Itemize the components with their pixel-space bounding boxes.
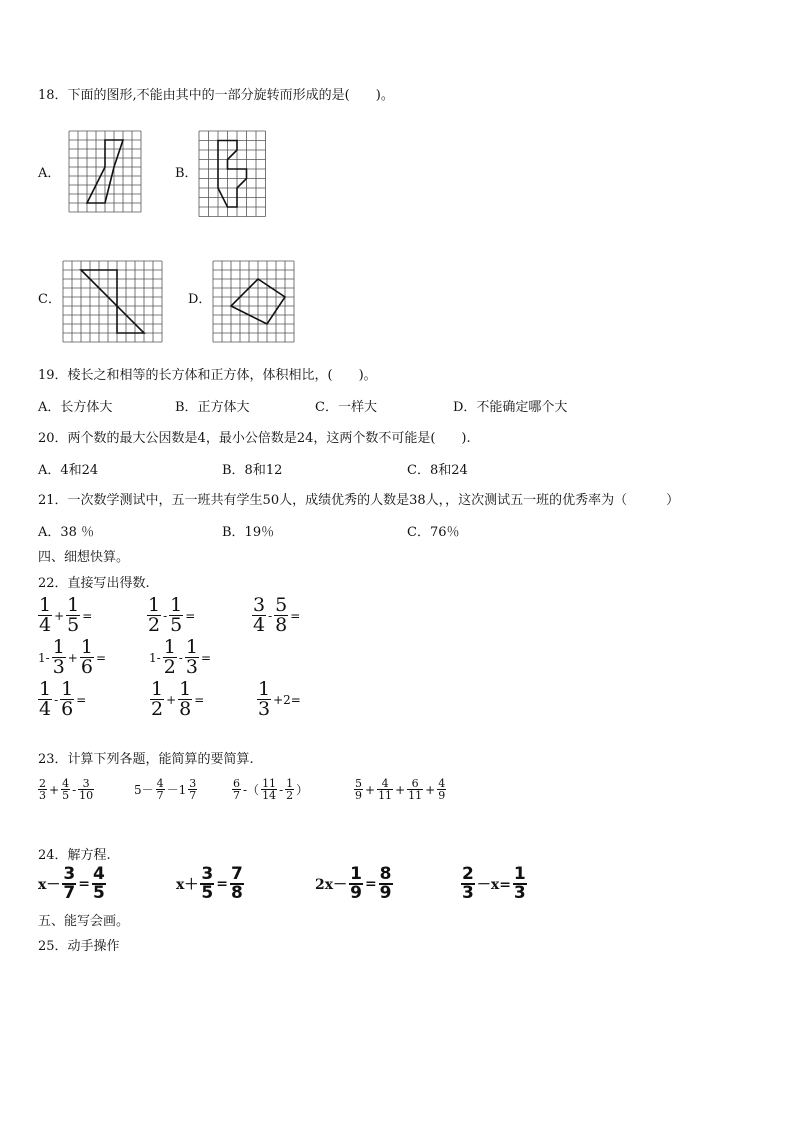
q18-text: 18．下面的图形,不能由其中的一部分旋转而形成的是( )。	[38, 88, 394, 103]
q19-option-c[interactable]: C．一样大	[315, 400, 377, 415]
q19-option-b[interactable]: B．正方体大	[175, 400, 250, 415]
q22-expression-3: $\frac{3}{4}$ - $\frac{5}{8}$ =	[253, 594, 301, 636]
figure-outline	[81, 270, 144, 333]
q23-expression-1: $\frac{2}{3}$ + $\frac{4}{5}$ - $\frac{3}{10}$	[39, 777, 94, 802]
q22-expression-8: $\frac{1}{3}$ +2=	[258, 678, 301, 720]
q21-option-a[interactable]: A．38 ％	[38, 525, 95, 540]
q24-equation-3: 2x－ $\frac{1}{9}$ = $\frac{8}{9}$	[315, 864, 392, 903]
q22-expression-6: $\frac{1}{4}$ - $\frac{1}{6}$ =	[39, 678, 87, 720]
q19-option-d[interactable]: D．不能确定哪个大	[453, 400, 568, 415]
q20-option-b[interactable]: B．8和12	[222, 463, 283, 478]
q22-expression-1: $\frac{1}{4}$ + $\frac{1}{5}$ =	[39, 594, 93, 636]
q22-expression-5: 1- $\frac{1}{2}$ - $\frac{1}{3}$ =	[149, 636, 212, 678]
q18-figure-c[interactable]	[62, 260, 163, 343]
q22-expression-7: $\frac{1}{2}$ + $\frac{1}{8}$ =	[151, 678, 205, 720]
q21-text: 21．一次数学测试中，五一班共有学生50人，成绩优秀的人数是38人，，这次测试五一班的优秀率为（ ）	[38, 493, 680, 508]
q18-option-a-label: A．	[38, 166, 61, 181]
q21-option-b[interactable]: B．19％	[222, 525, 275, 540]
q21-option-c[interactable]: C．76％	[407, 525, 460, 540]
section-four-heading: 四、细想快算。	[38, 550, 130, 565]
q24-equation-2: x＋ $\frac{3}{5}$ = $\frac{7}{8}$	[176, 864, 243, 903]
q18-option-d-label: D．	[188, 292, 212, 307]
q25-text: 25．动手操作	[38, 939, 120, 954]
q18-figure-b[interactable]	[198, 130, 267, 218]
q18-option-b-label: B．	[175, 166, 198, 181]
section-five-heading: 五、能写会画。	[38, 914, 130, 929]
q20-option-c[interactable]: C．8和24	[407, 463, 468, 478]
figure-outline	[218, 141, 247, 208]
q22-expression-2: $\frac{1}{2}$ - $\frac{1}{5}$ =	[148, 594, 196, 636]
q24-equation-1: x－ $\frac{3}{7}$ = $\frac{4}{5}$	[38, 864, 105, 903]
q23-expression-2: 5－ $\frac{4}{7}$ －1 $\frac{3}{7}$	[134, 777, 197, 802]
q20-text: 20．两个数的最大公因数是4，最小公倍数是24，这两个数不可能是( ).	[38, 431, 471, 446]
q19-text: 19．棱长之和相等的长方体和正方体，体积相比，( )。	[38, 368, 377, 383]
q23-expression-3: $\frac{6}{7}$ -（ $\frac{11}{14}$ - $\frac{1}{2}$ ）	[233, 777, 309, 802]
q22-expression-4: 1- $\frac{1}{3}$ + $\frac{1}{6}$ =	[38, 636, 107, 678]
q23-expression-4: $\frac{5}{9}$ + $\frac{4}{11}$ + $\frac{6}{11}$ + $\frac{4}{9}$	[355, 777, 446, 802]
q18-figure-a[interactable]	[68, 130, 142, 213]
q20-option-a[interactable]: A．4和24	[38, 463, 99, 478]
q19-option-a[interactable]: A．长方体大	[38, 400, 113, 415]
q24-text: 24．解方程.	[38, 848, 111, 863]
q23-text: 23．计算下列各题，能简算的要简算.	[38, 752, 254, 767]
q22-text: 22．直接写出得数.	[38, 576, 150, 591]
q24-equation-4: $\frac{2}{3}$ －x= $\frac{1}{3}$	[462, 864, 526, 903]
q18-option-c-label: C．	[38, 292, 61, 307]
q18-figure-d[interactable]	[212, 260, 295, 343]
